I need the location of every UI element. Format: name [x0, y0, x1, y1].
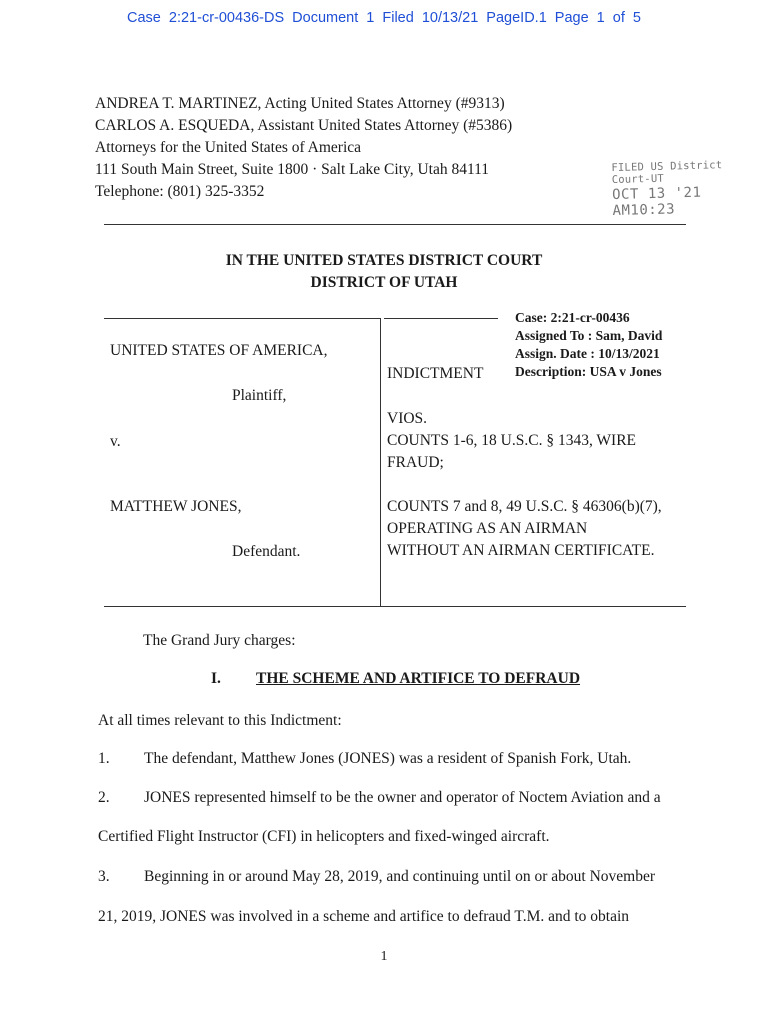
violations-label: VIOS.	[387, 410, 428, 427]
attorney-line-1: ANDREA T. MARTINEZ, Acting United States Attorney (#9313)	[95, 95, 505, 112]
defendant-role: Defendant.	[232, 543, 301, 560]
section-title	[256, 670, 580, 688]
paragraph-number: 3.	[98, 868, 110, 885]
filed-stamp	[611, 158, 768, 219]
court-name: IN THE UNITED STATES DISTRICT COURT	[225, 252, 543, 269]
header-divider	[104, 224, 686, 225]
defendant-name: MATTHEW JONES,	[110, 498, 242, 515]
counts-7-8-line-2: OPERATING AS AN AIRMAN	[387, 520, 588, 537]
case-description: Description: USA v Jones	[515, 364, 662, 379]
counts-1-6-line-2: FRAUD;	[387, 454, 444, 471]
counts-7-8-line-3: WITHOUT AN AIRMAN CERTIFICATE.	[387, 542, 655, 559]
filed-stamp-line-2: OCT 13 '21 AM10:23	[611, 184, 702, 220]
caption-bottom-rule	[104, 606, 686, 607]
caption-vertical-divider	[380, 318, 381, 607]
paragraph-line: The defendant, Matthew Jones (JONES) was a resident of Spanish Fork, Utah.	[144, 750, 632, 767]
paragraph-number: 2.	[98, 789, 110, 806]
counts-7-8-line-1: COUNTS 7 and 8, 49 U.S.C. § 46306(b)(7),	[387, 498, 662, 515]
grand-jury-intro: The Grand Jury charges:	[143, 632, 296, 649]
section-number: I.	[211, 670, 221, 687]
case-number: Case: 2:21-cr-00436	[515, 310, 630, 325]
case-assignment-info	[515, 309, 662, 381]
page-number: 1	[380, 949, 388, 964]
paragraph-line: Beginning in or around May 28, 2019, and continuing until on or about November	[144, 868, 655, 885]
paragraph-3-line-2: 21, 2019, JONES was involved in a scheme and artifice to defraud T.M. and to obtain	[98, 908, 630, 925]
paragraph-line: JONES represented himself to be the owner and operator of Noctem Aviation and a	[144, 789, 661, 806]
counts-1-6-line-1: COUNTS 1-6, 18 U.S.C. § 1343, WIRE	[387, 432, 637, 449]
attorney-line-2: CARLOS A. ESQUEDA, Assistant United States Attorney (#5386)	[95, 117, 513, 134]
attorney-line-4: 111 South Main Street, Suite 1800 · Salt Lake City, Utah 84111	[95, 161, 490, 178]
attorney-line-5: Telephone: (801) 325-3352	[95, 183, 265, 200]
paragraph-2-line-2: Certified Flight Instructor (CFI) in helicopters and fixed-winged aircraft.	[98, 828, 550, 845]
relevance-statement: At all times relevant to this Indictment:	[98, 712, 342, 729]
plaintiff-name: UNITED STATES OF AMERICA,	[110, 342, 328, 359]
section-title-text: THE SCHEME AND ARTIFICE TO DEFRAUD	[256, 670, 581, 687]
plaintiff-role: Plaintiff,	[232, 387, 287, 404]
case-assign-date: Assign. Date : 10/13/2021	[515, 346, 660, 361]
attorney-line-3: Attorneys for the United States of America	[95, 139, 362, 156]
paragraph-number: 1.	[98, 750, 110, 767]
versus: v.	[110, 433, 121, 450]
caption-top-rule-right	[384, 318, 498, 319]
case-assigned-to: Assigned To : Sam, David	[515, 328, 663, 343]
caption-top-rule-left	[104, 318, 380, 319]
filed-stamp-line-1: FILED US District Court-UT	[611, 159, 723, 187]
filing-header: Case 2:21-cr-00436-DS Document 1 Filed 10/13/21 PageID.1 Page 1 of 5	[127, 10, 641, 26]
court-district: DISTRICT OF UTAH	[310, 274, 458, 291]
document-type: INDICTMENT	[387, 365, 484, 382]
